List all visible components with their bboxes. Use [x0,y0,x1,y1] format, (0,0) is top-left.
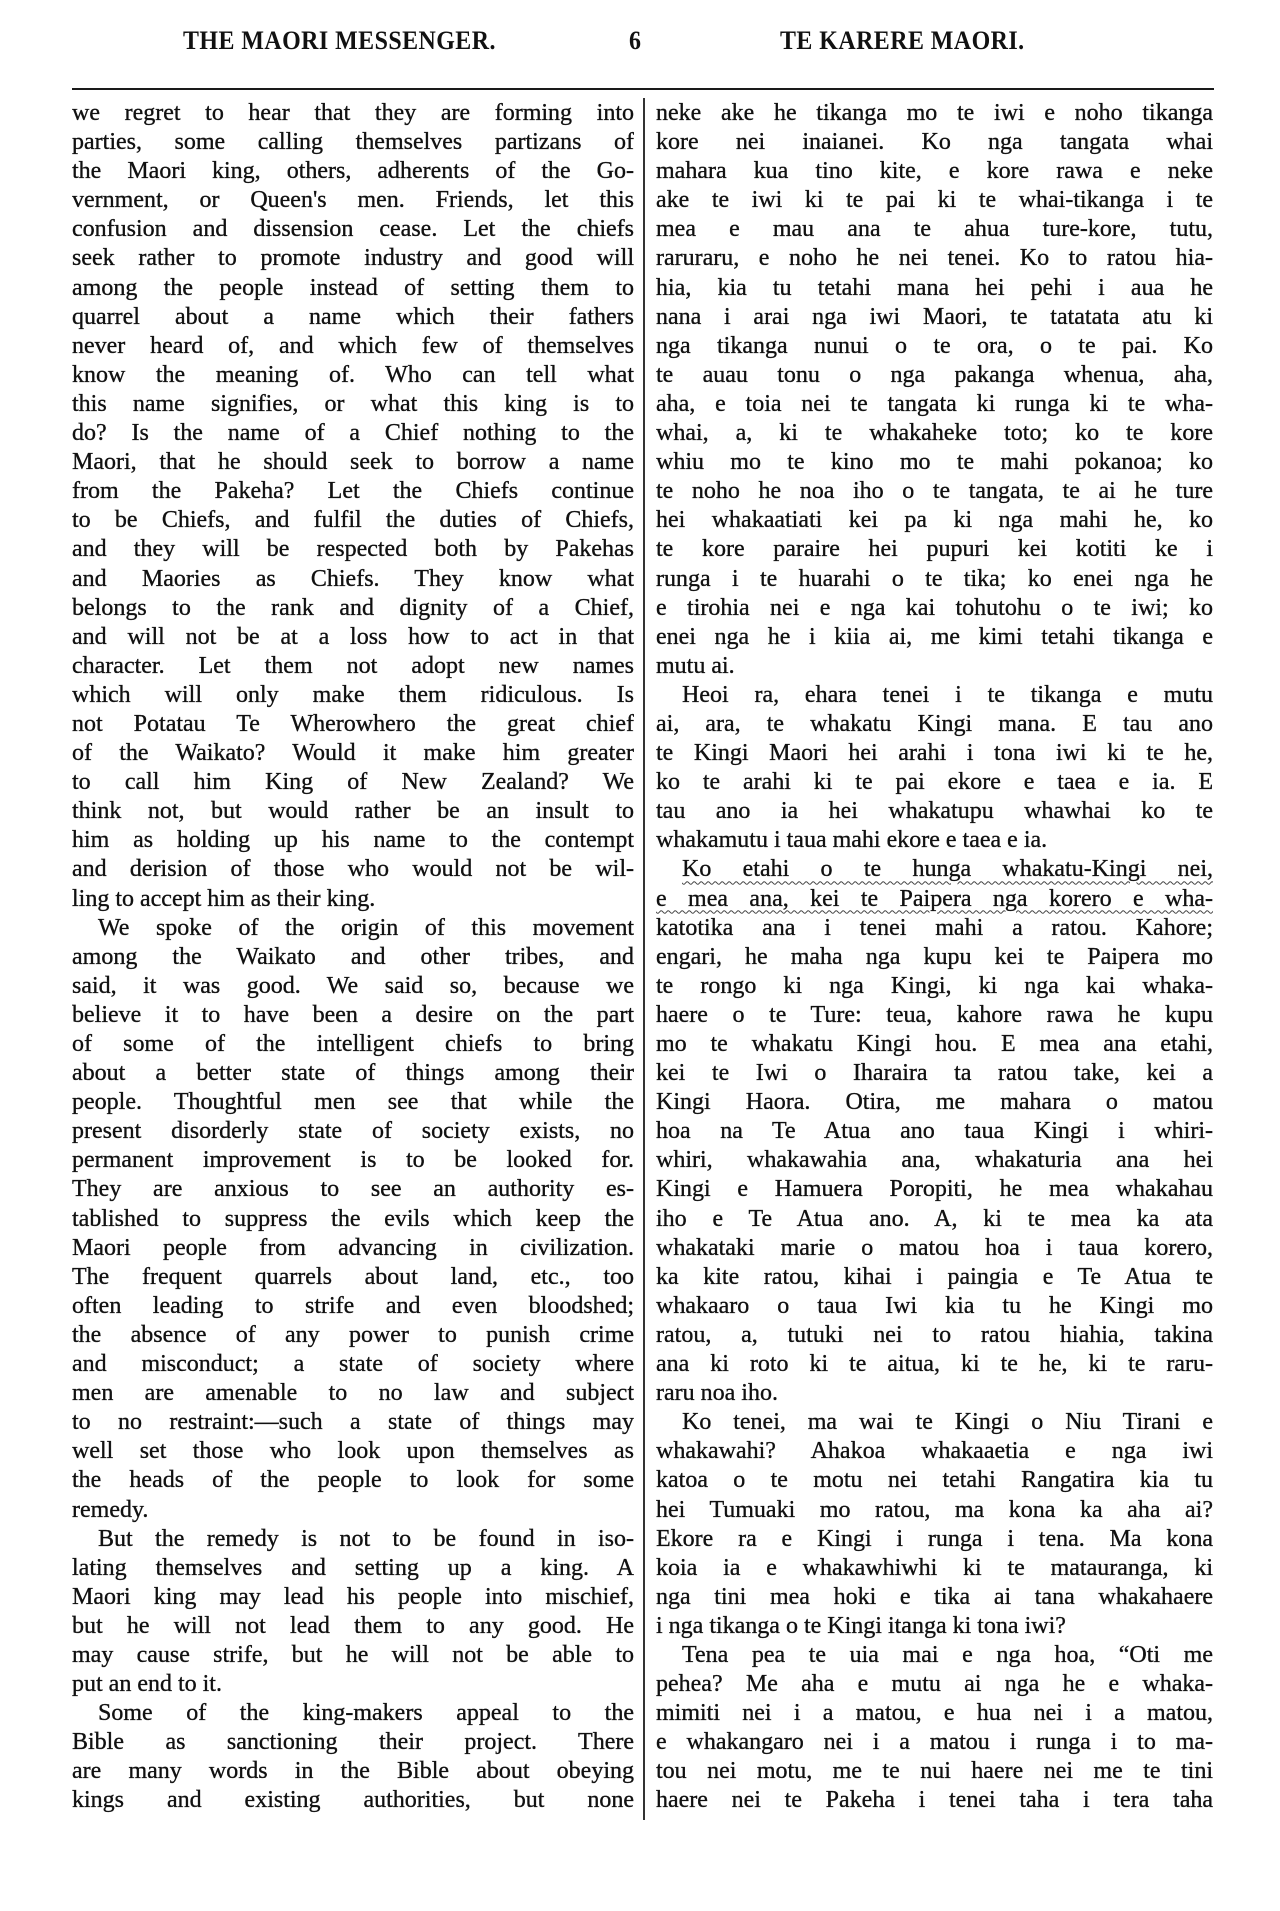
text-line: But the remedy is not to be found in iso- [98,1525,634,1552]
text-line: haere o te Ture: teua, kahore rawa he kupu [656,1001,1213,1028]
paragraph [656,99,1213,681]
paragraph [72,99,634,914]
text-line: Maori, that he should seek to borrow a name [72,449,634,476]
text-line: often leading to strife and even bloodshed; [72,1292,634,1319]
text-line: The frequent quarrels about land, etc., too [72,1263,634,1290]
text-line: enei nga he i kiia ai, me kimi tetahi tikanga e [656,623,1213,650]
text-line: runga i te huarahi o te tika; ko enei nga he [656,565,1213,592]
text-line: about a better state of things among their [72,1060,634,1087]
text-line: the heads of the people to look for some [72,1467,634,1494]
text-line: lating themselves and setting up a king. A [72,1554,634,1581]
text-line: quarrel about a name which their fathers [72,303,634,330]
text-line: Ekore ra e Kingi i runga i tena. Ma kona [656,1525,1213,1552]
text-line: haere nei te Pakeha i tenei taha i tera taha [656,1787,1213,1814]
text-line: te auau tonu o nga pakanga whenua, aha, [656,361,1213,388]
text-line: this name signifies, or what this king is to [72,390,634,417]
text-line: not Potatau Te Wherowhero the great chief [72,710,634,737]
text-line: ake te iwi ki te pai ki te whai-tikanga i te [656,187,1213,214]
running-head-maori-title: TE KARERE MAORI. [780,26,1025,55]
text-line: kei te Iwi o Iharaira ta ratou take, kei a [656,1060,1213,1087]
paragraph [656,681,1213,856]
text-line: character. Let them not adopt new names [72,652,634,679]
english-column [72,99,634,1816]
text-line: think not, but would rather be an insult to [72,798,634,825]
text-line: nana i arai nga iwi Maori, te tatatata atu ki [656,303,1213,330]
text-line: ko te arahi ki te pai ekore e taea e ia. E [656,769,1213,796]
column-divider [643,98,645,1820]
text-line: raruraru, e noho he nei tenei. Ko to ratou hia- [656,245,1213,272]
text-line: e whakangaro nei i a matou i runga i to ma- [656,1729,1213,1756]
text-line: do? Is the name of a Chief nothing to the [72,420,634,447]
text-line: mutu ai. [656,652,735,679]
text-line: Kingi e Hamuera Poropiti, he mea whakahau [656,1176,1213,1203]
text-line: te Kingi Maori hei arahi i tona iwi ki te he, [656,740,1213,767]
text-line: are many words in the Bible about obeying [72,1758,634,1785]
text-line: mo te whakatu Kingi hou. E mea ana etahi, [656,1031,1213,1057]
text-line: mea e mau ana te ahua ture-kore, tutu, [656,216,1213,243]
maori-column [656,99,1213,1816]
text-line: aha, e toia nei te tangata ki runga ki te wha- [656,390,1213,417]
text-line: Heoi ra, ehara tenei i te tikanga e mutu [682,681,1213,708]
text-line: the Maori king, others, adherents of the Go- [72,158,634,185]
text-line: They are anxious to see an authority es- [72,1176,634,1203]
text-line: nga tini mea hoki e tika ai tana whakahaere [656,1583,1213,1610]
text-line: and Maories as Chiefs. They know what [72,565,634,592]
text-line: katoa o te motu nei tetahi Rangatira kia tu [656,1467,1213,1494]
text-line: nga tikanga nunui o te ora, o te pai. Ko [656,332,1213,359]
text-line: whiu mo te kino mo te mahi pokanoa; ko [656,449,1213,476]
text-line: of the Waikato? Would it make him greater [72,740,634,767]
text-line: te rongo ki nga Kingi, ki nga kai whaka- [656,972,1213,999]
text-line: whakamutu i taua mahi ekore e taea e ia. [656,827,1048,854]
text-line: never heard of, and which few of themselves [72,332,634,359]
text-line: whakataki marie o matou hoa i taua korero, [656,1234,1213,1261]
text-line: We spoke of the origin of this movement [98,914,634,941]
text-line: Ko etahi o te hunga whakatu-Kingi nei, [682,856,1213,883]
text-line: permanent improvement is to be looked for. [72,1147,634,1174]
text-line: well set those who look upon themselves as [72,1438,634,1465]
text-line: hei Tumuaki mo ratou, ma kona ka aha ai? [656,1496,1213,1523]
text-line: to be Chiefs, and fulfil the duties of Chiefs, [72,507,634,534]
text-line: parties, some calling themselves partizans of [72,129,634,156]
text-line: ka kite ratou, kihai i paingia e Te Atua te [656,1263,1213,1290]
text-line: hei whakaatiati kei pa ki nga mahi he, ko [656,507,1213,534]
text-line: among the Waikato and other tribes, and [72,943,634,970]
text-line: we regret to hear that they are forming into [72,100,634,126]
text-line: whiri, whakawahia ana, whakaturia ana hei [656,1147,1213,1174]
text-line: men are amenable to no law and subject [72,1380,634,1407]
text-line: of some of the intelligent chiefs to bring [72,1031,634,1057]
text-line: whai, a, ki te whakaheke toto; ko te kore [656,420,1213,447]
text-line: Ko tenei, ma wai te Kingi o Niu Tirani e [682,1409,1213,1436]
text-line: among the people instead of setting them to [72,274,634,301]
text-line: believe it to have been a desire on the part [72,1001,634,1028]
text-line: te noho he noa iho o te tangata, te ai he ture [656,478,1213,505]
text-line: but he will not lead them to any good. He [72,1612,634,1639]
text-line: ling to accept him as their king. [72,885,376,912]
text-line: confusion and dissension cease. Let the chiefs [72,216,634,243]
text-line: seek rather to promote industry and good will [72,245,634,272]
text-line: Kingi Haora. Otira, me mahara o matou [656,1089,1213,1116]
text-line: e tirohia nei e nga kai tohutohu o te iwi; ko [656,594,1213,621]
text-line: hoa na Te Atua ano taua Kingi i whiri- [656,1118,1213,1145]
text-line: i nga tikanga o te Kingi itanga ki tona iwi? [656,1612,1066,1639]
text-line: and misconduct; a state of society where [72,1351,634,1378]
text-line: katotika ana i tenei mahi a ratou. Kahore; [656,914,1213,941]
text-line: neke ake he tikanga mo te iwi e noho tikanga [656,100,1213,126]
text-line: Maori king may lead his people into mischief, [72,1583,634,1610]
text-line: mahara kua tino kite, e kore rawa e neke [656,158,1213,185]
header-rule [72,88,1214,90]
text-line: present disorderly state of society exists, no [72,1118,634,1145]
text-line: kings and existing authorities, but none [72,1787,634,1814]
paragraph [72,1699,634,1815]
text-line: raru noa iho. [656,1380,778,1407]
text-line: ana ki roto ki te aitua, ki te he, ki te raru- [656,1351,1213,1378]
paragraph [656,1408,1213,1641]
text-line: belongs to the rank and dignity of a Chief, [72,594,634,621]
text-line: and they will be respected both by Pakehas [72,536,634,563]
text-line: to no restraint:—such a state of things may [72,1409,634,1436]
text-line: him as holding up his name to the contempt [72,827,634,854]
text-line: tau ano ia hei whakatupu whawhai ko te [656,798,1213,825]
running-head-english-title: THE MAORI MESSENGER. [183,26,496,55]
text-line: whakawahi? Ahakoa whakaaetia e nga iwi [656,1438,1213,1465]
text-line: hia, kia tu tetahi mana hei pehi i aua he [656,274,1213,301]
text-line: ratou, a, tutuki nei to ratou hiahia, takina [656,1321,1213,1348]
text-line: mimiti nei i a matou, e hua nei i a matou, [656,1700,1213,1727]
paragraph [656,855,1213,1408]
page-number: 6 [629,26,642,55]
paragraph [72,914,634,1525]
text-line: Some of the king-makers appeal to the [98,1700,634,1727]
text-line: iho e Te Atua ano. A, ki te mea ka ata [656,1205,1213,1232]
paragraph [72,1525,634,1700]
text-line: the absence of any power to punish crime [72,1321,634,1348]
text-line: tablished to suppress the evils which keep the [72,1205,634,1232]
text-line: Tena pea te uia mai e nga hoa, “Oti me [682,1641,1213,1668]
text-line: Maori people from advancing in civilization. [72,1234,634,1261]
text-line: e mea ana, kei te Paipera nga korero e wha- [656,885,1213,912]
text-line: vernment, or Queen's men. Friends, let this [72,187,634,214]
text-line: ai, ara, te whakatu Kingi mana. E tau ano [656,710,1213,737]
text-line: engari, he maha nga kupu kei te Paipera mo [656,943,1213,970]
text-line: people. Thoughtful men see that while the [72,1089,634,1116]
text-line: which will only make them ridiculous. Is [72,681,634,708]
text-line: put an end to it. [72,1671,222,1698]
paragraph [656,1641,1213,1816]
text-line: from the Pakeha? Let the Chiefs continue [72,478,634,505]
text-line: and will not be at a loss how to act in that [72,623,634,650]
text-line: and derision of those who would not be wil- [72,856,634,883]
text-line: te kore paraire hei pupuri kei kotiti ke i [656,536,1213,563]
text-line: koia ia e whakawhiwhi ki te matauranga, ki [656,1554,1213,1581]
text-line: kore nei inaianei. Ko nga tangata whai [656,129,1213,156]
text-line: pehea? Me aha e mutu ai nga he e whaka- [656,1671,1213,1698]
text-line: Bible as sanctioning their project. There [72,1729,634,1756]
text-line: said, it was good. We said so, because we [72,972,634,999]
text-line: may cause strife, but he will not be able to [72,1641,634,1668]
text-line: whakaaro o taua Iwi kia tu he Kingi mo [656,1292,1213,1319]
text-line: tou nei motu, me te nui haere nei me te tini [656,1758,1213,1785]
text-line: to call him King of New Zealand? We [72,769,634,796]
text-line: remedy. [72,1496,149,1523]
text-line: know the meaning of. Who can tell what [72,361,634,388]
